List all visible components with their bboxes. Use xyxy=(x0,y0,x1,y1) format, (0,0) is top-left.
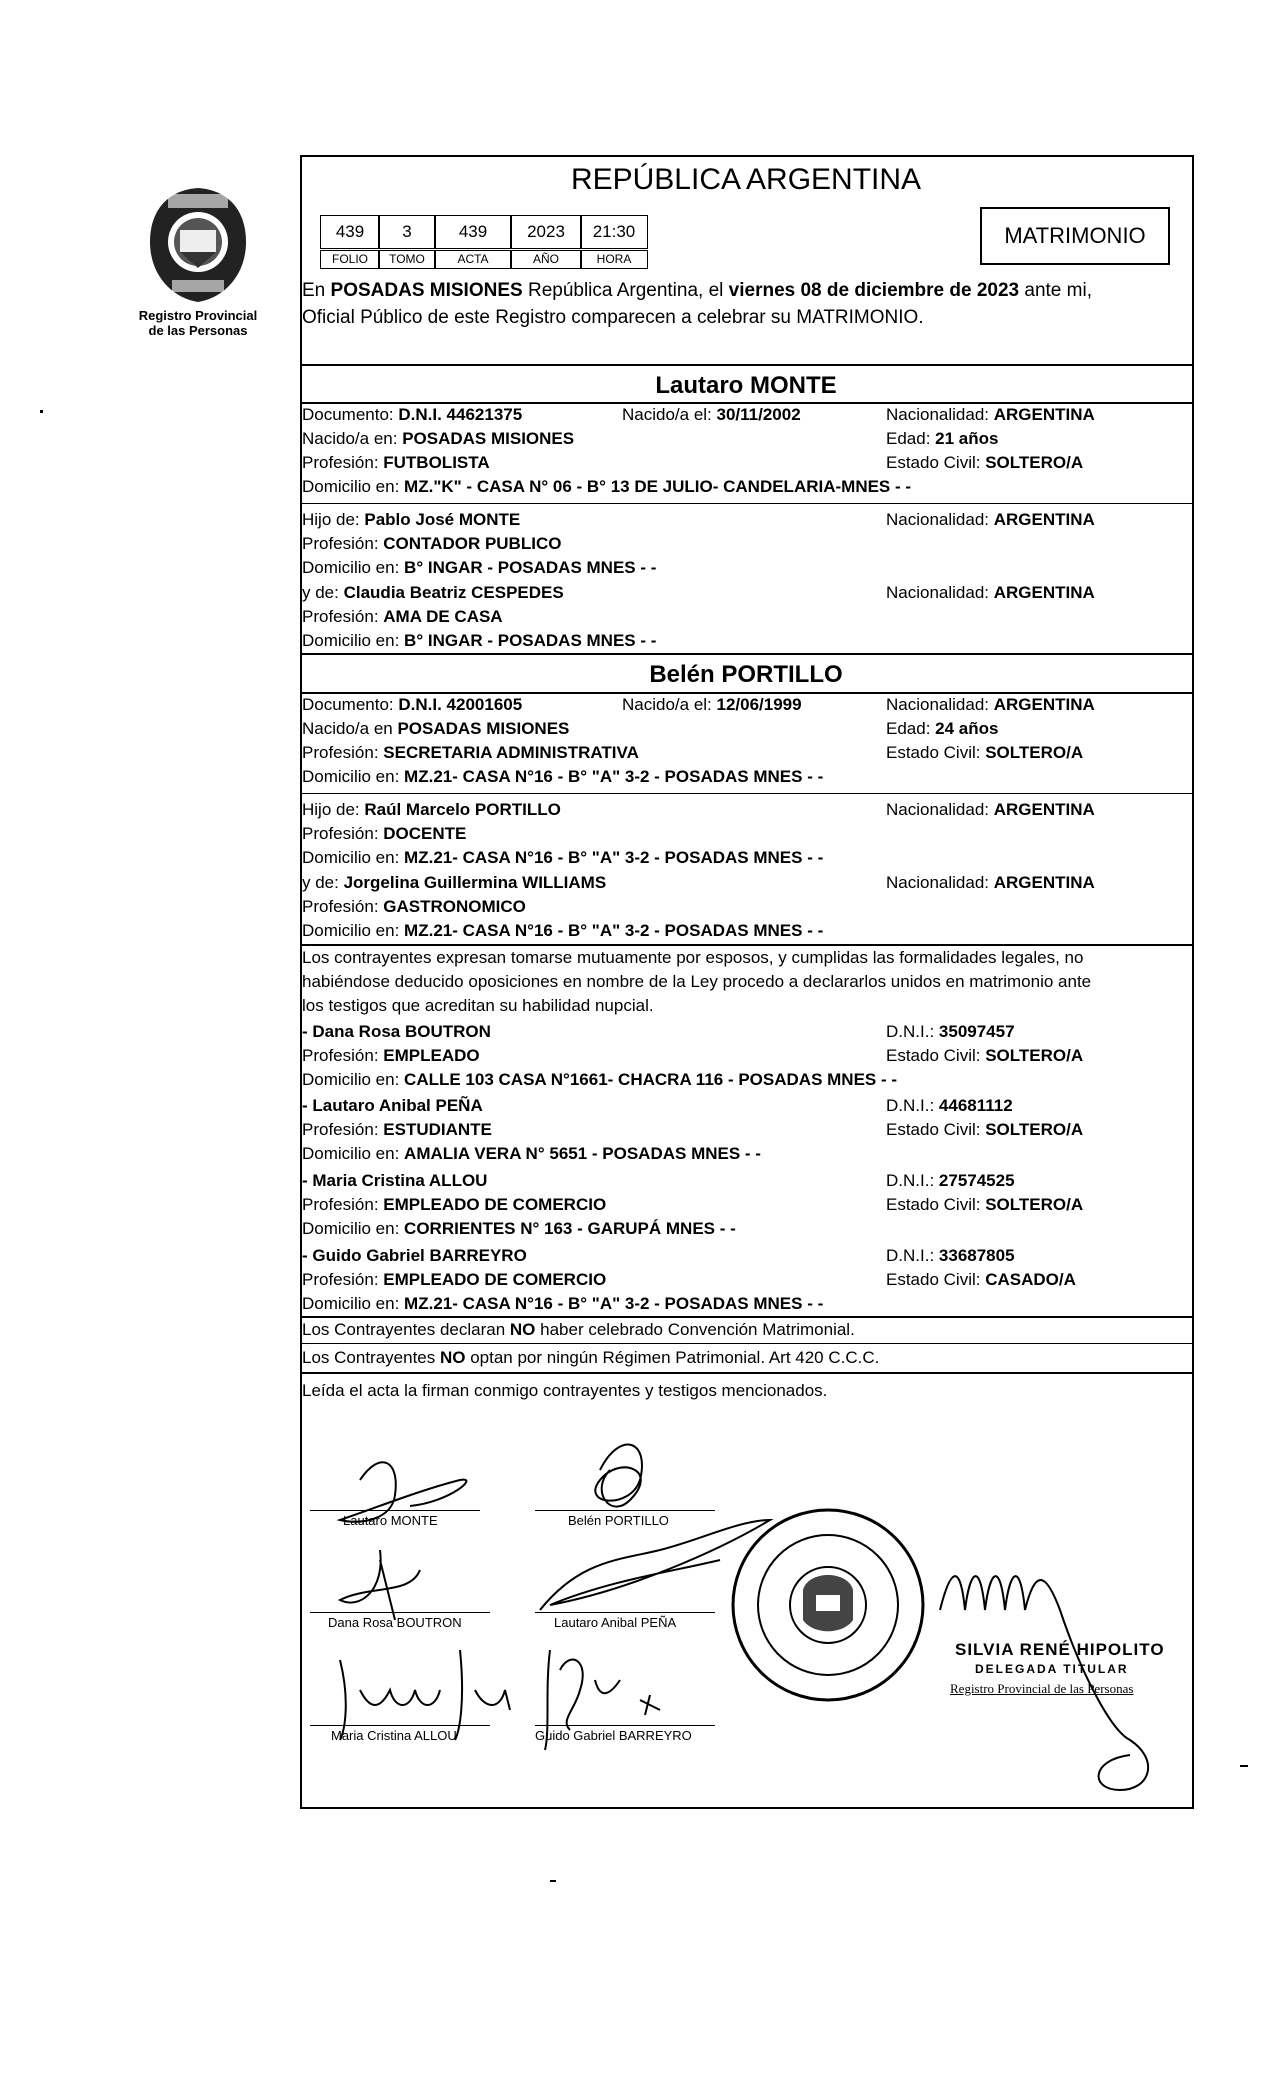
page-title: REPÚBLICA ARGENTINA xyxy=(570,163,922,196)
registry-logo xyxy=(128,180,268,340)
logo-caption-2: de las Personas xyxy=(148,323,248,338)
spouse2-father-nationality: Nacionalidad: ARGENTINA xyxy=(886,800,1095,819)
witness-1-name: - Dana Rosa BOUTRON xyxy=(302,1022,491,1041)
witness-1-civil: Estado Civil: SOLTERO/A xyxy=(886,1046,1084,1065)
divider xyxy=(300,1316,1192,1318)
witness-4-civil: Estado Civil: CASADO/A xyxy=(886,1270,1076,1289)
divider xyxy=(300,503,1192,504)
witness-1-profession: Profesión: EMPLEADO xyxy=(302,1046,480,1065)
provincial-seal-icon xyxy=(128,180,268,310)
anio-value: 2023 xyxy=(510,215,582,249)
spouse1-address: Domicilio en: MZ."K" - CASA N° 06 - B° 13 DE JULIO- CANDELARIA-MNES - - xyxy=(302,477,912,496)
declaration-line-2: habiéndose deducido oposiciones en nombre de la Ley procedo a declararlos unidos en matrimonio ante xyxy=(302,972,1092,991)
spouse1-age: Edad: 21 años xyxy=(886,429,999,448)
spouse2-mother: y de: Jorgelina Guillermina WILLIAMS xyxy=(302,873,607,892)
witness-2-dni: D.N.I.: 44681112 xyxy=(886,1096,1013,1115)
signature-line-5 xyxy=(310,1725,490,1726)
spouse2-mother-nationality: Nacionalidad: ARGENTINA xyxy=(886,873,1095,892)
anio-label: AÑO xyxy=(510,250,582,269)
convention-line-2: Los Contrayentes NO optan por ningún Régimen Patrimonial. Art 420 C.C.C. xyxy=(302,1348,880,1367)
signature-line-1 xyxy=(310,1510,480,1511)
spouse2-age: Edad: 24 años xyxy=(886,719,999,738)
spouse1-father-nationality: Nacionalidad: ARGENTINA xyxy=(886,510,1095,529)
witness-2-name: - Lautaro Anibal PEÑA xyxy=(302,1096,483,1115)
spouse2-document: Documento: D.N.I. 42001605 xyxy=(302,695,523,714)
spouse2-birthplace: Nacido/a en POSADAS MISIONES xyxy=(302,719,570,738)
spouse1-father-profession: Profesión: CONTADOR PUBLICO xyxy=(302,534,562,553)
spouse1-mother: y de: Claudia Beatriz CESPEDES xyxy=(302,583,564,602)
signature-line-6 xyxy=(535,1725,715,1726)
spouse1-mother-profession: Profesión: AMA DE CASA xyxy=(302,607,503,626)
spouse1-father-address: Domicilio en: B° INGAR - POSADAS MNES - - xyxy=(302,558,657,577)
spouse2-profession: Profesión: SECRETARIA ADMINISTRATIVA xyxy=(302,743,639,762)
witness-4-profession: Profesión: EMPLEADO DE COMERCIO xyxy=(302,1270,607,1289)
logo-caption-1: Registro Provincial xyxy=(138,308,258,323)
witness-4-name: - Guido Gabriel BARREYRO xyxy=(302,1246,527,1265)
spouse2-mother-profession: Profesión: GASTRONOMICO xyxy=(302,897,526,916)
scan-mark xyxy=(1240,1765,1248,1767)
spouse1-civil-status: Estado Civil: SOLTERO/A xyxy=(886,453,1084,472)
act-type: MATRIMONIO xyxy=(1004,223,1146,248)
witness-2-address: Domicilio en: AMALIA VERA N° 5651 - POSADAS MNES - - xyxy=(302,1144,761,1163)
signature-label-1: Lautaro MONTE xyxy=(343,1513,438,1528)
spouse1-name: Lautaro MONTE xyxy=(655,372,837,399)
folio-value: 439 xyxy=(320,215,380,249)
declaration-line-3: los testigos que acreditan su habilidad nupcial. xyxy=(302,996,654,1015)
hora-value: 21:30 xyxy=(580,215,648,249)
spouse2-name: Belén PORTILLO xyxy=(649,661,843,688)
witness-3-name: - Maria Cristina ALLOU xyxy=(302,1171,488,1190)
tomo-label: TOMO xyxy=(378,250,436,269)
witness-2-civil: Estado Civil: SOLTERO/A xyxy=(886,1120,1084,1139)
divider xyxy=(300,1343,1192,1344)
convention-line-1: Los Contrayentes declaran NO haber celebrado Convención Matrimonial. xyxy=(302,1320,855,1339)
divider xyxy=(300,793,1192,794)
divider xyxy=(300,1372,1192,1374)
witness-1-dni: D.N.I.: 35097457 xyxy=(886,1022,1015,1041)
intro-line-1: En POSADAS MISIONES República Argentina, el viernes 08 de diciembre de 2023 ante mi, xyxy=(302,280,1092,301)
signature-line-4 xyxy=(535,1612,715,1613)
officer-name: SILVIA RENÉ HIPOLITO xyxy=(955,1640,1165,1659)
signature-line-3 xyxy=(310,1612,490,1613)
closing-text: Leída el acta la firman conmigo contrayentes y testigos mencionados. xyxy=(302,1381,828,1400)
spouse1-father: Hijo de: Pablo José MONTE xyxy=(302,510,521,529)
witness-4-dni: D.N.I.: 33687805 xyxy=(886,1246,1015,1265)
signature-mark-5 xyxy=(340,1650,510,1740)
acta-value: 439 xyxy=(434,215,512,249)
spouse1-birthplace: Nacido/a en: POSADAS MISIONES xyxy=(302,429,575,448)
divider xyxy=(300,364,1192,366)
spouse1-mother-nationality: Nacionalidad: ARGENTINA xyxy=(886,583,1095,602)
stamp-seal-icon xyxy=(728,1505,928,1705)
spouse2-father: Hijo de: Raúl Marcelo PORTILLO xyxy=(302,800,561,819)
spouse2-mother-address: Domicilio en: MZ.21- CASA N°16 - B° "A" 3-2 - POSADAS MNES - - xyxy=(302,921,824,940)
spouse1-nationality: Nacionalidad: ARGENTINA xyxy=(886,405,1095,424)
divider xyxy=(300,692,1192,694)
spouse2-address: Domicilio en: MZ.21- CASA N°16 - B° "A" 3-2 - POSADAS MNES - - xyxy=(302,767,824,786)
witness-1-address: Domicilio en: CALLE 103 CASA N°1661- CHACRA 116 - POSADAS MNES - - xyxy=(302,1070,898,1089)
signature-label-6: Guido Gabriel BARREYRO xyxy=(535,1728,692,1743)
signature-label-5: Maria Cristina ALLOU xyxy=(331,1728,457,1743)
witness-3-profession: Profesión: EMPLEADO DE COMERCIO xyxy=(302,1195,607,1214)
signature-mark-3 xyxy=(340,1550,420,1620)
spouse2-civil-status: Estado Civil: SOLTERO/A xyxy=(886,743,1084,762)
official-stamp xyxy=(728,1505,928,1705)
officer-office: Registro Provincial de las Personas xyxy=(950,1681,1134,1696)
divider xyxy=(300,653,1192,655)
intro-line-2: Oficial Público de este Registro comparecen a celebrar su MATRIMONIO. xyxy=(302,307,924,328)
officer-role: DELEGADA TITULAR xyxy=(975,1662,1129,1676)
witness-3-civil: Estado Civil: SOLTERO/A xyxy=(886,1195,1084,1214)
spouse1-mother-address: Domicilio en: B° INGAR - POSADAS MNES - - xyxy=(302,631,657,650)
spouse2-born: Nacido/a el: 12/06/1999 xyxy=(622,695,802,714)
witness-3-address: Domicilio en: CORRIENTES N° 163 - GARUPÁ MNES - - xyxy=(302,1219,736,1238)
divider xyxy=(300,402,1192,404)
signature-label-3: Dana Rosa BOUTRON xyxy=(328,1615,462,1630)
spouse1-born: Nacido/a el: 30/11/2002 xyxy=(622,405,801,424)
folio-label: FOLIO xyxy=(320,250,380,269)
signature-mark-2 xyxy=(595,1445,642,1507)
scan-mark xyxy=(550,1880,556,1882)
acta-label: ACTA xyxy=(434,250,512,269)
signature-label-4: Lautaro Anibal PEÑA xyxy=(554,1615,677,1630)
hora-label: HORA xyxy=(580,250,648,269)
scan-mark xyxy=(40,410,43,413)
witness-2-profession: Profesión: ESTUDIANTE xyxy=(302,1120,492,1139)
witness-3-dni: D.N.I.: 27574525 xyxy=(886,1171,1015,1190)
divider xyxy=(300,944,1192,946)
signature-label-2: Belén PORTILLO xyxy=(568,1513,669,1528)
spouse1-document: Documento: D.N.I. 44621375 xyxy=(302,405,523,424)
tomo-value: 3 xyxy=(378,215,436,249)
spouse2-nationality: Nacionalidad: ARGENTINA xyxy=(886,695,1095,714)
spouse2-father-profession: Profesión: DOCENTE xyxy=(302,824,467,843)
declaration-line-1: Los contrayentes expresan tomarse mutuamente por esposos, y cumplidas las formalidades legales, no xyxy=(302,948,1084,967)
act-type-box xyxy=(980,207,1170,265)
witness-4-address: Domicilio en: MZ.21- CASA N°16 - B° "A" 3-2 - POSADAS MNES - - xyxy=(302,1294,824,1313)
signature-line-2 xyxy=(535,1510,715,1511)
spouse1-profession: Profesión: FUTBOLISTA xyxy=(302,453,490,472)
spouse2-father-address: Domicilio en: MZ.21- CASA N°16 - B° "A" 3-2 - POSADAS MNES - - xyxy=(302,848,824,867)
